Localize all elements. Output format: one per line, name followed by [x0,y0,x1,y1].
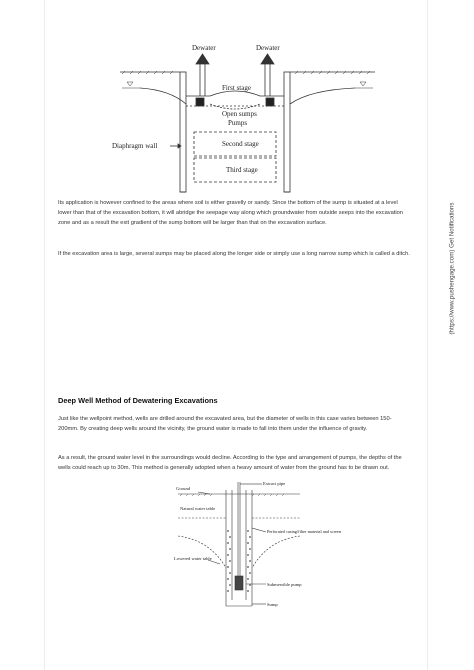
open-sumps-label: Open sumps [222,110,257,118]
open-sump-diagram [110,38,410,198]
paragraph-sump-application: Its application is however confined to the areas where soil is either gravelly or sandy. Since the bottom of the sump is situated at a level lower than that of the excavation bottom, it will abridge the seepage way along which groundwater from outside seeps into the excavation zone and as a result the exit gradient of the sump bottom will be larger than that on the excavation surface. [58,200,403,226]
extract-pipe-label: Extract pipe [263,481,286,486]
diaphragm-wall-label: Diaphragm wall [112,142,158,150]
paragraph-deep-well-intro: Just like the wellpoint method, wells are drilled around the excavated area, but the diameter of wells in this case varies between 150-200mm. By creating deep wells around the vicinity, the ground water is made to fall into them under the influence of gravity. [58,416,392,432]
lowered-water-table-label: Lowered water table [174,556,212,561]
paragraph-deep-well-result: As a result, the ground water level in the surroundings would decline. According to the type and arrangement of pumps, the depths of the wells could reach up to 30m. This method is generally adopted when a heavy amount of water from the ground has to be drawn out. [58,455,402,471]
perforated-casing-label: Perforated casing/filter material and screen [267,529,341,534]
third-stage-label: Third stage [226,166,258,174]
notification-link[interactable]: (https://www.pushengage.com) Get Notifications [448,202,456,335]
left-margin-line [44,0,45,670]
section-heading: Deep Well Method of Dewatering Excavations [58,396,218,405]
deep-well-diagram [170,480,341,615]
paragraph-ditch: If the excavation area is large, several sumps may be placed along the longer side or simply use a long narrow sump which is called a ditch. [58,251,410,257]
ground-label: Ground [176,486,191,491]
first-stage-label: First stage [222,84,251,92]
sump-label: Sump [267,602,278,607]
right-margin-line [427,0,428,670]
pumps-label: Pumps [228,119,248,127]
dewater-right-label: Dewater [256,44,280,52]
dewater-left-label: Dewater [192,44,216,52]
natural-water-table-label: Natural water table [180,506,216,511]
second-stage-label: Second stage [222,140,259,148]
submersible-pump-label: Submersible pump [267,582,302,587]
